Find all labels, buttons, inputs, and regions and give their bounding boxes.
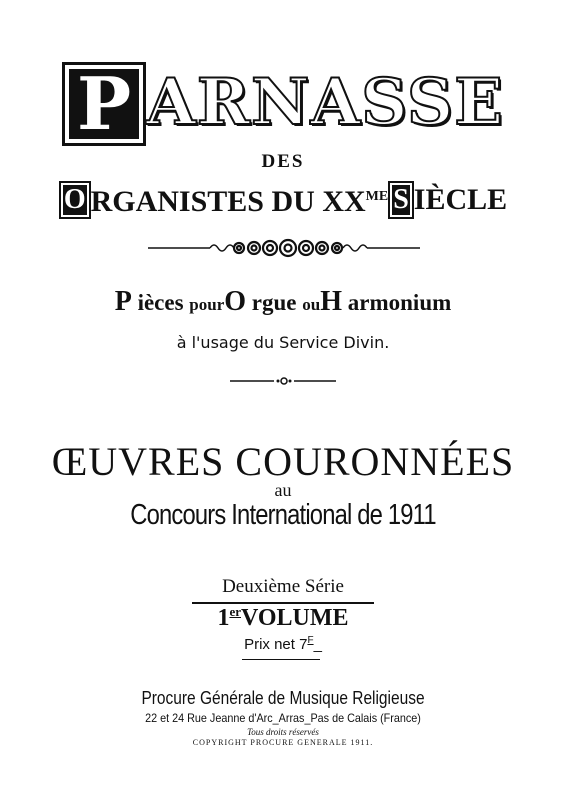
copyright-notice: COPYRIGHT PROCURE GENERALE 1911. <box>192 738 374 747</box>
au-word: au <box>274 480 292 500</box>
main-title-rest: ARNASSE <box>146 65 504 140</box>
organistes-text: RGANISTES DU $XX^{ME}$ <box>90 185 389 218</box>
serie-label: Deuxième Série <box>222 576 344 597</box>
title-des: DES <box>261 151 305 172</box>
oeuvres-title: ŒUVRES COURONNÉES <box>51 439 515 484</box>
scroll-ornament <box>0 233 566 263</box>
volume-label: 1erVOLUME <box>217 604 349 631</box>
publisher-address: 22 et 24 Rue Jeanne d'Arc_Arras_Pas de Calais (France) <box>145 711 421 725</box>
price-line: Prix net $7^F\_$ <box>244 635 322 653</box>
publisher-name: Procure Générale de Musique Religieuse <box>141 688 425 708</box>
short-divider-rule <box>242 659 320 660</box>
usage-line: à l'usage du Service Divin. <box>176 333 390 352</box>
concours-line: Concours International de 1911 <box>130 499 436 531</box>
organistes-title <box>0 177 566 223</box>
decorated-initial-o: O <box>59 181 91 219</box>
decorated-initial-p: P <box>62 62 146 146</box>
rights-notice: Tous droits réservés <box>247 727 319 737</box>
main-title <box>0 62 566 152</box>
pieces-subtitle: P ièces pourO rgue ouH armonium <box>114 286 452 317</box>
decorated-initial-s: S <box>388 181 414 219</box>
dot-ornament <box>0 372 566 384</box>
siecle-text: IÈCLE <box>413 182 508 216</box>
